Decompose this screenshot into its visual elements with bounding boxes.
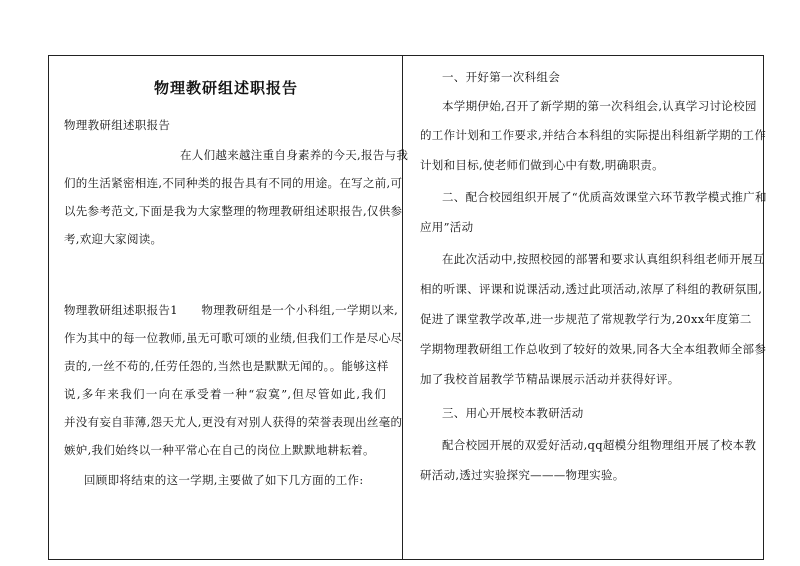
paragraph-line: 以先参考范文,下面是我为大家整理的物理教研组述职报告,仅供参 (64, 204, 403, 218)
paragraph-line: 的工作计划和工作要求,并结合本科组的实际提出科组新学期的工作 (420, 128, 767, 142)
section-heading: 三、用心开展校本教研活动 (442, 406, 584, 420)
paragraph-line: 加了我校首届教学节精品课展示活动并获得好评。 (420, 372, 680, 386)
paragraph-line: 物理教研组述职报告1 物理教研组是一个小科组,一学期以来, (64, 303, 399, 317)
right-column (412, 55, 767, 560)
paragraph-line: 回顾即将结束的这一学期,主要做了如下几方面的工作: (84, 473, 364, 487)
paragraph-line: 说,多年来我们一向在承受着一种“寂寞”,但尽管如此,我们 (64, 387, 386, 401)
paragraph-line: 考,欢迎大家阅读。 (64, 232, 163, 246)
section-heading: 二、配合校园组织开展了“优质高效课堂六环节教学模式推广和 (442, 190, 767, 204)
paragraph-line: 计划和目标,使老师们做到心中有数,明确职责。 (420, 158, 664, 172)
paragraph-line: 作为其中的每一位教师,虽无可歌可颂的业绩,但我们工作是尽心尽 (64, 331, 403, 345)
paragraph-line: 相的听课、评课和说课活动,透过此项活动,浓厚了科组的教研氛围, (420, 282, 763, 296)
subheading: 物理教研组述职报告 (64, 118, 171, 132)
paragraph-line: 嫉妒,我们始终以一种平常心在自己的岗位上默默地耕耘着。 (64, 443, 375, 457)
section-heading: 应用”活动 (420, 220, 474, 234)
paragraph-line: 配合校园开展的双爱好活动,qq超模分组物理组开展了校本教 (442, 438, 757, 452)
document-title: 物理教研组述职报告 (153, 79, 298, 97)
paragraph-line: 本学期伊始,召开了新学期的第一次科组会,认真学习讨论校园 (442, 99, 757, 113)
paragraph-line: 在人们越来越注重自身素养的今天,报告与我 (180, 148, 409, 162)
section-heading: 一、开好第一次科组会 (442, 70, 560, 84)
paragraph-line: 研活动,透过实验探究———物理实验。 (420, 468, 625, 482)
paragraph-line: 并没有妄自菲薄,怨天尤人,更没有对别人获得的荣誉表现出丝毫的 (64, 415, 403, 429)
paragraph-line: 学期物理教研组工作总收到了较好的效果,同各大全本组教师全部参 (420, 342, 767, 356)
paragraph-line: 责的,一丝不苟的,任劳任怨的,当然也是默默无闻的。。能够这样 (64, 359, 389, 373)
paragraph-line: 促进了课堂教学改革,进一步规范了常规教学行为,20xx年度第二 (420, 312, 752, 326)
left-column (58, 55, 409, 560)
paragraph-line: 在此次活动中,按照校园的部署和要求认真组织科组老师开展互 (442, 252, 765, 266)
paragraph-line: 们的生活紧密相连,不同种类的报告具有不同的用途。在写之前,可 (64, 176, 403, 190)
column-divider (402, 55, 403, 560)
